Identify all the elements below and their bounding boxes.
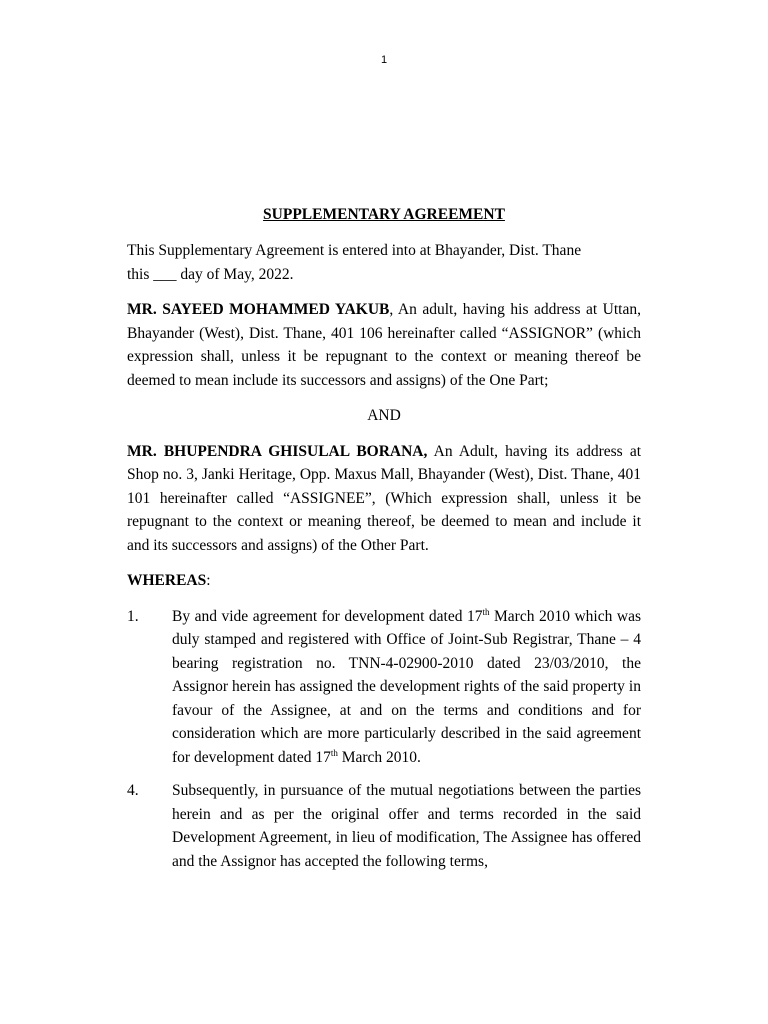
assignee-details: An Adult, having its address at Shop no. 3, Janki Heritage, Opp. Maxus Mall, Bhayander (West), Dist. Thane, 401 101 hereinafter called “ASSIGNEE”, (Which expression shall, unless it be repugnant to the context or meaning thereof, be deemed to mean and include it and its successors and assigns) of the Other Part. — [127, 442, 642, 554]
whereas-colon: : — [206, 572, 211, 589]
page-number: 1 — [380, 54, 388, 66]
whereas-heading — [127, 569, 641, 593]
clause-text — [172, 605, 641, 770]
clause-1-text-part3: March 2010. — [337, 748, 421, 766]
intro-line-1: This Supplementary Agreement is entered into at Bhayander, Dist. Thane — [127, 242, 582, 259]
clause-number: 4. — [127, 782, 139, 799]
clause-4 — [127, 779, 641, 873]
document-body — [127, 205, 641, 883]
assignee-paragraph — [127, 440, 641, 558]
intro-line-2: this ___ day of May, 2022. — [127, 265, 294, 283]
and-separator: AND — [367, 407, 401, 424]
clause-text: Subsequently, in pursuance of the mutual negotiations between the parties herein and as per the original offer and terms recorded in the said Development Agreement, in lieu of modification, The Assignee has offered and the Assignor has accepted the following terms, — [172, 782, 641, 870]
clause-1-text-part1: By and vide agreement for development dated 17 — [172, 607, 483, 625]
clause-1-superscript-2: th — [330, 747, 338, 758]
assignor-name: MR. SAYEED MOHAMMED YAKUB — [127, 301, 390, 318]
clause-1-superscript-1: th — [482, 606, 490, 617]
assignor-paragraph — [127, 298, 641, 392]
intro-paragraph — [127, 239, 641, 286]
document-title: SUPPLEMENTARY AGREEMENT — [263, 206, 505, 223]
clause-1 — [127, 605, 641, 770]
assignor-details: , An adult, having his address at Uttan, Bhayander (West), Dist. Thane, 401 106 hereinafter called “ASSIGNOR” (which expression shall, unless it be repugnant to the context or meaning thereof be deemed to mean include its successors and assigns) of the One Part; — [127, 301, 641, 389]
assignee-name: MR. BHUPENDRA GHISULAL BORANA, — [127, 442, 428, 460]
whereas-label: WHEREAS — [127, 572, 207, 589]
clause-number: 1. — [127, 607, 139, 625]
clause-1-text-part2: March 2010 which was duly stamped and registered with Office of Joint-Sub Registrar, Thane – 4 bearing registration no. TNN-4-02900-2010 dated 23/03/2010, the Assignor herein has assigned the development rights of the said property in favour of the Assignee, at and on the terms and conditions and for consideration which are more particularly described in the said agreement for development dated 17 — [172, 607, 641, 766]
